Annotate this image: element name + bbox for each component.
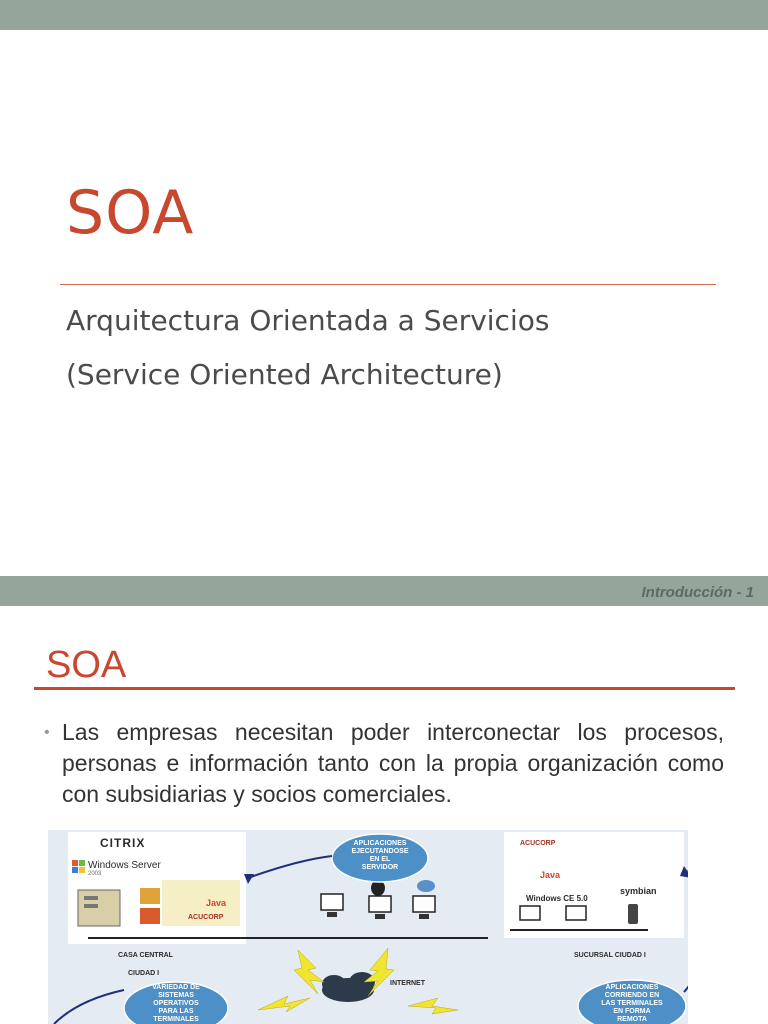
bubble-line: VARIEDAD DE [152,984,200,991]
network-diagram [48,830,688,1024]
citrix-logo-text: CITRIX [100,836,146,850]
bullet-dot-icon: • [44,724,50,741]
bullet-text: Las empresas necesitan poder interconectar los procesos, personas e información tanto con la propia organización como con subsidiarias y socios comerciales. [62,719,724,807]
bubble-line: SISTEMAS [158,992,194,999]
java-logo-text: Java [206,898,227,908]
internet-cloud-icon [322,972,375,1002]
branch-panel [504,832,684,938]
slide2-title: SOA [46,644,127,686]
bubble-remote-apps-text [584,984,680,1024]
internet-pc-icon [417,880,435,892]
bullet-item [44,717,724,810]
bubble-line: EN FORMA [613,1008,651,1015]
bubble-line: EN EL [369,856,391,863]
windows-pc-icon [321,894,343,917]
symbian-logo-text: symbian [620,886,657,896]
bubble-line: LAS TERMINALES [601,1000,663,1007]
bubble-server-apps-text [338,840,422,872]
slide-number-label: Introducción - 1 [641,584,754,601]
acucorp-branch-logo-text: ACUCORP [520,840,556,847]
windows-ce-logo-text: Windows CE 5.0 [526,894,588,903]
slide2-divider [34,687,735,690]
sucursal-label: SUCURSAL CIUDAD I [574,952,646,959]
bubble-line: OPERATIVOS [153,1000,199,1007]
casa-central-label: CASA CENTRAL [118,952,173,959]
mac-pc-icon [413,896,435,919]
mobile-phone-icon [628,904,638,924]
bubble-line: TERMINALES [153,1016,199,1023]
server-tower-icon [78,890,120,926]
bubble-line: EJECUTANDOSE [351,848,409,855]
acucorp-logo-text: ACUCORP [188,914,224,921]
java-branch-logo-text: Java [540,870,561,880]
bubble-line: PARA LAS [158,1008,194,1015]
bubble-line: REMOTA [617,1016,647,1023]
slide1-divider [60,284,716,285]
bubble-line: APLICACIONES [353,840,407,847]
slide1-title: SOA [66,178,195,248]
top-band [0,0,768,30]
bubble-line: APLICACIONES [605,984,659,991]
ciudad-label: CIUDAD I [128,970,160,977]
windows-server-year-text: 2003 [88,871,102,877]
bubble-line: CORRIENDO EN [604,992,660,999]
windows-server-logo-text: Windows Server [88,860,161,871]
bubble-line: SERVIDOR [361,864,399,871]
slide1-subtitle-line2: (Service Oriented Architecture) [66,358,503,391]
slide1-subtitle-line1: Arquitectura Orientada a Servicios [66,304,550,337]
linux-pc-icon [369,880,391,919]
internet-label: INTERNET [390,980,425,987]
bubble-os-variety-text [130,984,222,1024]
